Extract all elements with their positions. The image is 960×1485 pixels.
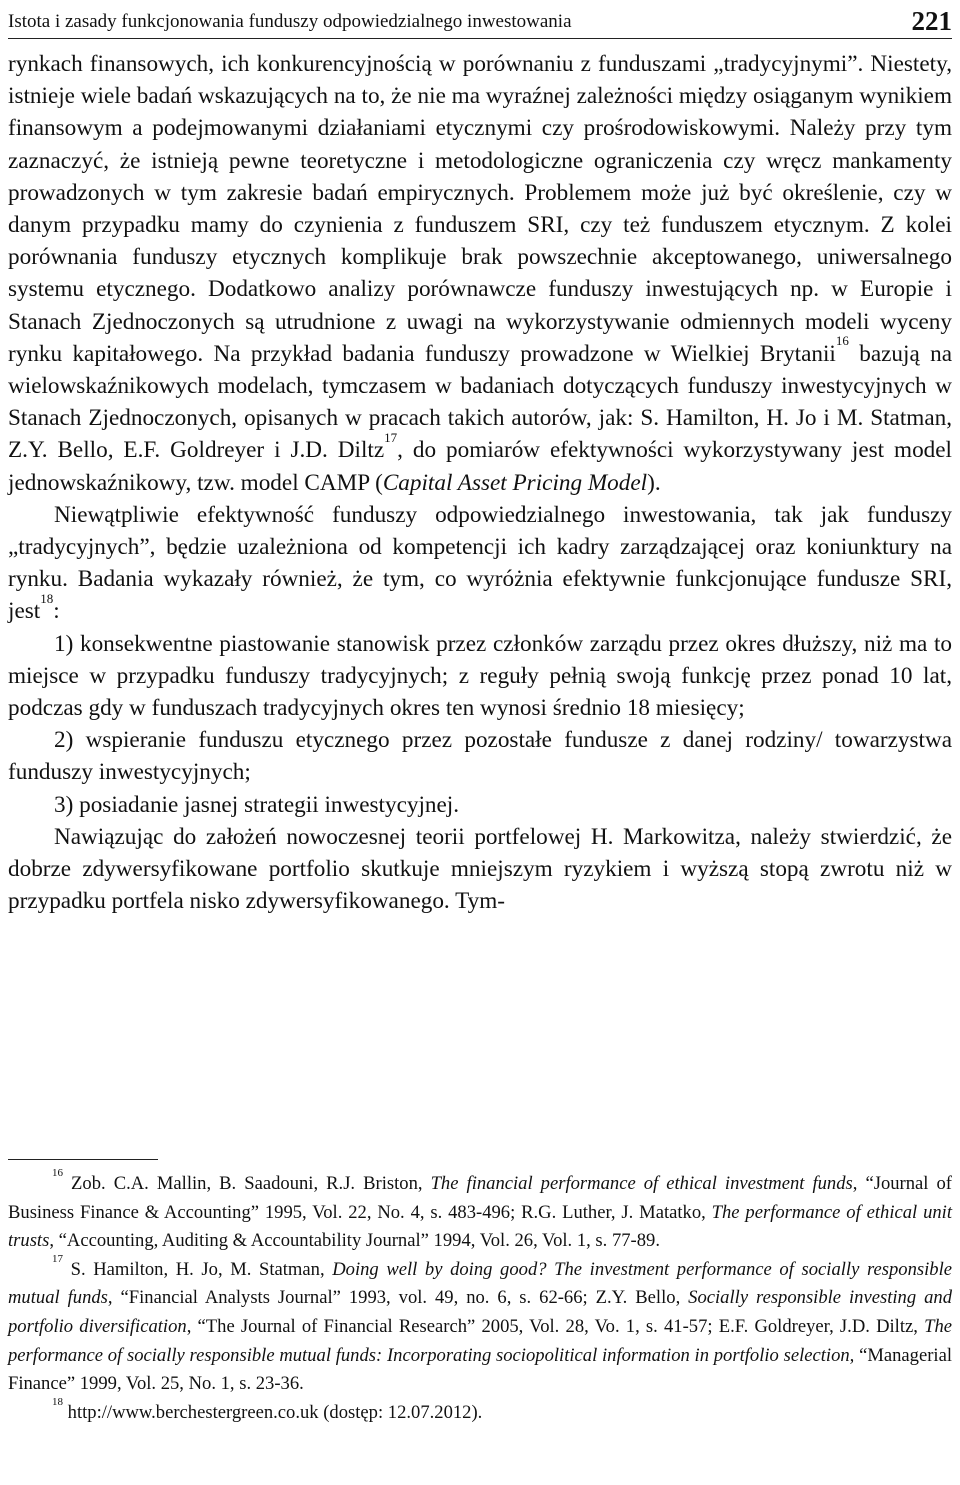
- footnote-text: , “Accounting, Auditing & Accountability Journal” 1994, Vol. 26, Vol. 1, s. 77-89.: [49, 1230, 660, 1252]
- footnote-ref-18[interactable]: 18: [40, 590, 54, 606]
- paragraph-1-text-2: bazują na wielowskaźnikowych modelach, tymczasem w badaniach dotyczących funduszy inwestycyjnych w Stanach Zjednoczonych, opisanych w pracach takich autorów, jak: S. Hamilton, H. Jo i M. Statman, Z.Y. Bello, E.F. Goldreyer i J.D. Diltz: [8, 340, 953, 464]
- body-text: [8, 48, 952, 917]
- paragraph-2: [8, 499, 952, 628]
- paragraph-2-text-2: :: [53, 598, 60, 625]
- footnote-title: Doing well by doing good? The investment performance of socially responsible mutual funds: [8, 1258, 952, 1309]
- footnote-text: , “Journal of Business Finance & Accounting” 1995, Vol. 22, No. 4, s. 483-496; R.G. Luther, J. Matatko,: [8, 1173, 952, 1223]
- footnote-divider: [8, 1159, 158, 1160]
- footnote-title: The performance of ethical unit trusts: [8, 1201, 952, 1252]
- footnote-number: 16: [52, 1166, 63, 1179]
- footnote-text: “Managerial Finance” 1999, Vol. 25, No. 1, s. 23-36.: [8, 1344, 952, 1395]
- footnote-number: 17: [52, 1252, 63, 1265]
- list-item: 3) posiadanie jasnej strategii inwestycyjnej.: [54, 791, 460, 818]
- footnote-number: 18: [52, 1395, 63, 1408]
- footnote-title: The performance of socially responsible mutual funds: Incorporating sociopolitical information in portfolio selection,: [8, 1315, 952, 1366]
- paragraph-1-italic-term: Capital Asset Pricing Model: [382, 469, 648, 496]
- paragraph-1-text-4: ).: [647, 469, 661, 496]
- footnote-link-text[interactable]: http://www.berchestergreen.co.uk (dostęp: 12.07.2012).: [63, 1401, 483, 1423]
- list-item: 1) konsekwentne piastowanie stanowisk przez członków zarządu przez okres dłuższy, niż ma to miejsce w przypadku funduszy tradycyjnych; z reguły pełnią swoją funkcję przez ponad 10 lat, podczas gdy w funduszach tradycyjnych okres ten wynosi średnio 18 miesięcy;: [8, 630, 952, 722]
- footnote-text: , “The Journal of Financial Research” 2005, Vol. 28, Vo. 1, s. 41-57; E.F. Goldreyer, J.D. Diltz,: [186, 1315, 925, 1337]
- footnote-title: The financial performance of ethical investment funds: [430, 1173, 853, 1194]
- paragraph-3: Nawiązując do założeń nowoczesnej teorii portfelowej H. Markowitza, należy stwierdzić, że dobrze zdywersyfikowane portfolio skutkuje mniejszym ryzykiem i wyższą stopą zwrotu niż w przypadku portfela nisko zdywersyfikowanego. Tym-: [8, 823, 952, 915]
- footnotes: [8, 1166, 952, 1427]
- list-item: 2) wspieranie funduszu etycznego przez pozostałe fundusze z danej rodziny/ towarzystwa funduszy inwestycyjnych;: [8, 727, 952, 786]
- footnote-text: S. Hamilton, H. Jo, M. Statman,: [63, 1258, 333, 1280]
- footnote-17: [8, 1252, 952, 1399]
- footnote-text: , “Financial Analysts Journal” 1993, vol. 49, no. 6, s. 62-66; Z.Y. Bello,: [107, 1287, 689, 1309]
- paragraph-1: [8, 48, 952, 499]
- footnote-title: Socially responsible investing and portfolio diversification: [8, 1287, 952, 1337]
- footnote-18: [8, 1395, 952, 1428]
- running-header: [8, 2, 952, 39]
- paragraph-2-text: Niewątpliwie efektywność funduszy odpowiedzialnego inwestowania, tak jak funduszy „tradycyjnych”, będzie uzależniona od kompetencji ich kadry zarządzającej oraz koniunktury na rynku. Badania wykazały również, że tym, co wyróżnia efektywnie funkcjonujące fundusze SRI, jest: [8, 501, 952, 625]
- footnote-ref-16[interactable]: 16: [835, 333, 849, 349]
- paragraph-1-text-3: , do pomiarów efektywności wykorzystywany jest model jednowskaźnikowy, tzw. model CAMP (: [8, 437, 952, 496]
- running-title: Istota i zasady funkcjonowania funduszy odpowiedzialnego inwestowania: [8, 11, 572, 32]
- footnote-16: [8, 1166, 952, 1256]
- paragraph-1-text: rynkach finansowych, ich konkurencyjnością w porównaniu z funduszami „tradycyjnymi”. Niestety, istnieje wiele badań wskazujących na to, że nie ma wyraźnej zależności między osiąganym wynikiem finansowym a podejmowanymi działaniami etycznymi czy prośrodowiskowymi. Należy przy tym zaznaczyć, że istnieją pewne teoretyczne i metodologiczne ograniczenia czy wręcz mankamenty prowadzonych w tym zakresie badań empirycznych. Problemem może już być określenie, czy w danym przypadku mamy do czynienia z funduszem SRI, czy też funduszem etycznym. Z kolei porównania funduszy etycznych komplikuje brak powszechnie akceptowanego, uniwersalnego systemu etycznego. Dodatkowo analizy porównawcze funduszy inwestujących np. w Europie i Stanach Zjednoczonych są utrudnione z uwagi na wykorzystywanie odmiennych modeli wyceny rynku kapitałowego. Na przykład badania funduszy prowadzone w Wielkiej Brytanii: [8, 51, 952, 367]
- page-number: 221: [911, 6, 952, 36]
- footnote-ref-17[interactable]: 17: [384, 429, 398, 445]
- footnote-text: Zob. C.A. Mallin, B. Saadouni, R.J. Briston,: [63, 1173, 431, 1194]
